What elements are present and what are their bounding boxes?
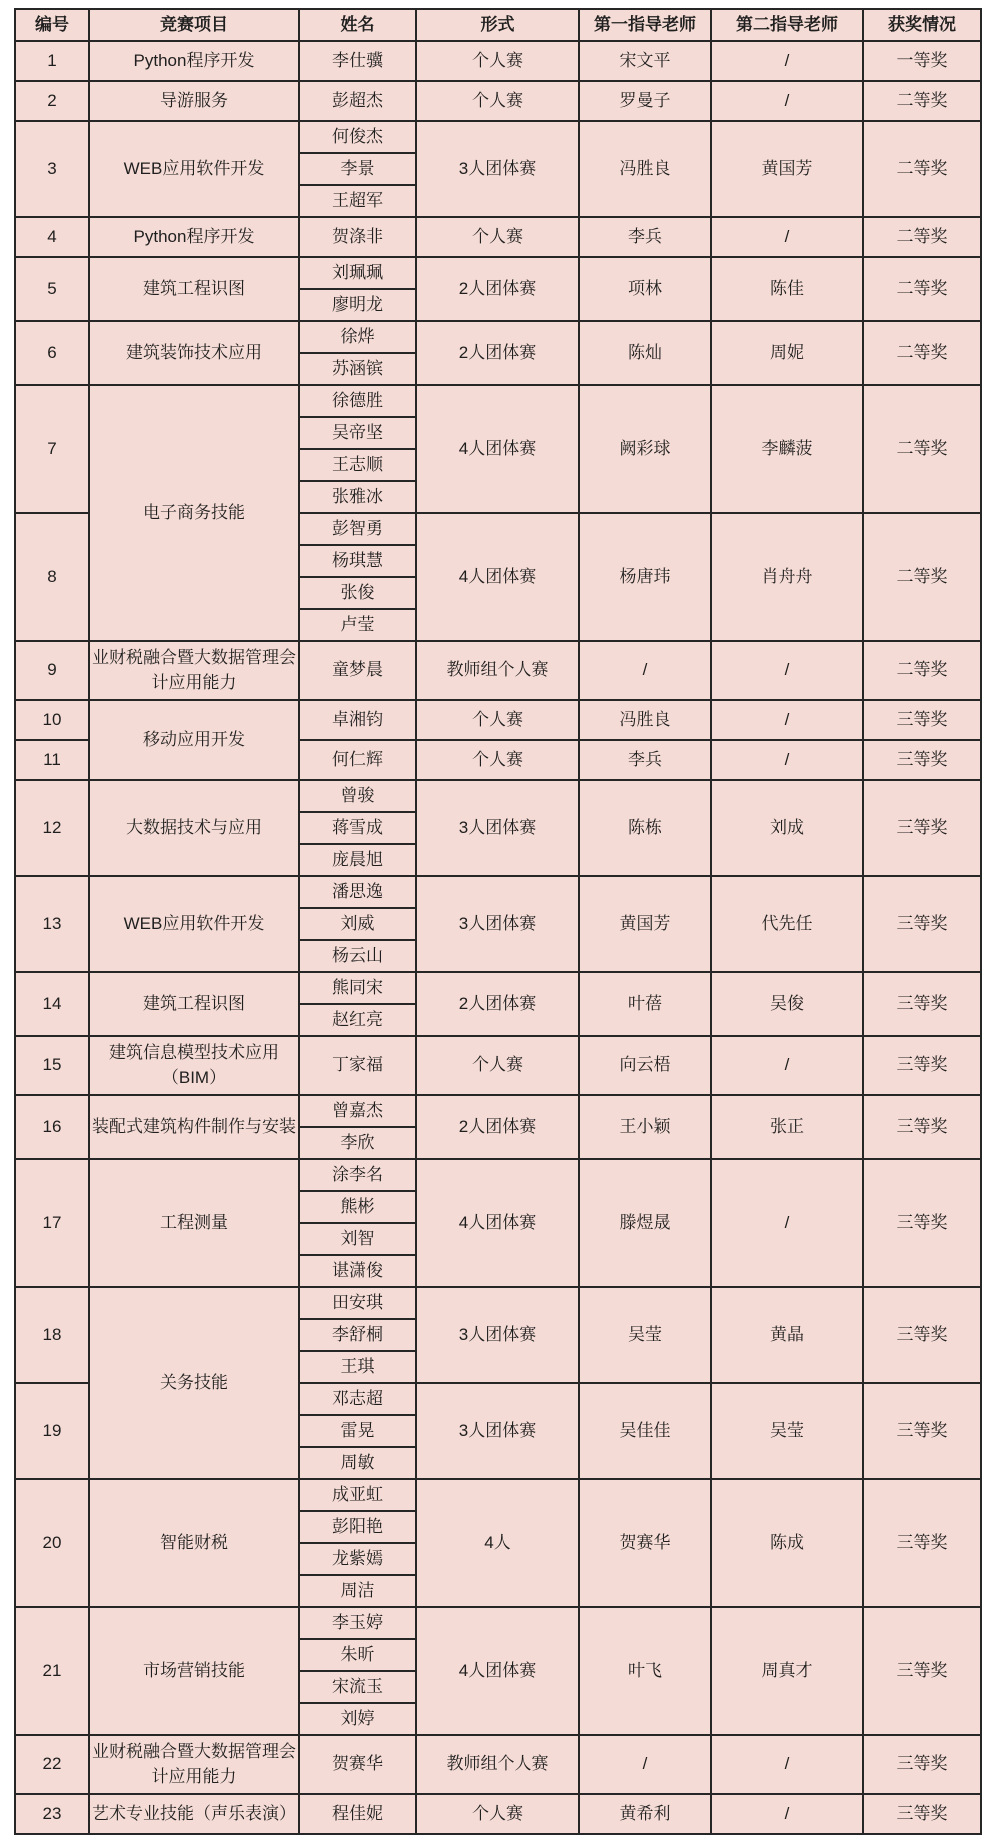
award-cell: 二等奖 xyxy=(863,257,981,321)
row-number-cell: 1 xyxy=(15,41,89,81)
first-advisor-cell: 叶蓓 xyxy=(579,972,711,1036)
row-number-cell: 14 xyxy=(15,972,89,1036)
name-cell: 曾嘉杰 xyxy=(299,1095,416,1127)
project-cell: 建筑装饰技术应用 xyxy=(89,321,299,385)
award-cell: 三等奖 xyxy=(863,1607,981,1735)
table-row xyxy=(15,641,981,700)
row-number-cell: 15 xyxy=(15,1036,89,1095)
row-number-cell: 20 xyxy=(15,1479,89,1607)
first-advisor-cell: 陈灿 xyxy=(579,321,711,385)
table-row xyxy=(15,1287,981,1319)
format-cell: 3人团体赛 xyxy=(416,780,579,876)
name-cell: 吴帝坚 xyxy=(299,417,416,449)
project-cell: 大数据技术与应用 xyxy=(89,780,299,876)
award-cell: 三等奖 xyxy=(863,780,981,876)
second-advisor-cell: 吴莹 xyxy=(711,1383,863,1479)
award-cell: 二等奖 xyxy=(863,513,981,641)
second-advisor-cell: 黄国芳 xyxy=(711,121,863,217)
format-cell: 2人团体赛 xyxy=(416,257,579,321)
table-row xyxy=(15,41,981,81)
format-cell: 2人团体赛 xyxy=(416,321,579,385)
award-cell: 三等奖 xyxy=(863,700,981,740)
first-advisor-cell: 李兵 xyxy=(579,740,711,780)
row-number-cell: 3 xyxy=(15,121,89,217)
row-number-cell: 17 xyxy=(15,1159,89,1287)
name-cell: 丁家福 xyxy=(299,1036,416,1095)
name-cell: 李舒桐 xyxy=(299,1319,416,1351)
name-cell: 熊彬 xyxy=(299,1191,416,1223)
format-cell: 4人团体赛 xyxy=(416,513,579,641)
second-advisor-cell: / xyxy=(711,41,863,81)
row-number-cell: 2 xyxy=(15,81,89,121)
name-cell: 周敏 xyxy=(299,1447,416,1479)
first-advisor-cell: 阙彩球 xyxy=(579,385,711,513)
second-advisor-cell: / xyxy=(711,641,863,700)
first-advisor-cell: / xyxy=(579,641,711,700)
format-cell: 4人 xyxy=(416,1479,579,1607)
format-cell: 3人团体赛 xyxy=(416,1383,579,1479)
project-cell: 业财税融合暨大数据管理会计应用能力 xyxy=(89,1735,299,1794)
project-cell: Python程序开发 xyxy=(89,41,299,81)
project-cell: 艺术专业技能（声乐表演） xyxy=(89,1794,299,1834)
name-cell: 曾骏 xyxy=(299,780,416,812)
format-cell: 2人团体赛 xyxy=(416,1095,579,1159)
second-advisor-cell: 周妮 xyxy=(711,321,863,385)
project-cell: Python程序开发 xyxy=(89,217,299,257)
row-number-cell: 5 xyxy=(15,257,89,321)
first-advisor-cell: 杨唐玮 xyxy=(579,513,711,641)
header-project: 竞赛项目 xyxy=(89,9,299,41)
second-advisor-cell: / xyxy=(711,1159,863,1287)
format-cell: 个人赛 xyxy=(416,700,579,740)
second-advisor-cell: / xyxy=(711,1794,863,1834)
second-advisor-cell: / xyxy=(711,1036,863,1095)
name-cell: 贺赛华 xyxy=(299,1735,416,1794)
project-cell: 业财税融合暨大数据管理会计应用能力 xyxy=(89,641,299,700)
project-cell: 建筑工程识图 xyxy=(89,972,299,1036)
second-advisor-cell: 刘成 xyxy=(711,780,863,876)
second-advisor-cell: 黄晶 xyxy=(711,1287,863,1383)
name-cell: 朱昕 xyxy=(299,1639,416,1671)
row-number-cell: 6 xyxy=(15,321,89,385)
name-cell: 王超军 xyxy=(299,185,416,217)
table-row xyxy=(15,121,981,153)
second-advisor-cell: 周真才 xyxy=(711,1607,863,1735)
award-cell: 三等奖 xyxy=(863,1479,981,1607)
row-number-cell: 4 xyxy=(15,217,89,257)
award-cell: 三等奖 xyxy=(863,1383,981,1479)
name-cell: 邓志超 xyxy=(299,1383,416,1415)
name-cell: 庞晨旭 xyxy=(299,844,416,876)
format-cell: 个人赛 xyxy=(416,81,579,121)
name-cell: 谌潇俊 xyxy=(299,1255,416,1287)
row-number-cell: 10 xyxy=(15,700,89,740)
format-cell: 个人赛 xyxy=(416,41,579,81)
first-advisor-cell: 罗曼子 xyxy=(579,81,711,121)
name-cell: 张雅冰 xyxy=(299,481,416,513)
award-cell: 三等奖 xyxy=(863,1794,981,1834)
name-cell: 蒋雪成 xyxy=(299,812,416,844)
project-cell: 电子商务技能 xyxy=(89,385,299,641)
project-cell: 智能财税 xyxy=(89,1479,299,1607)
first-advisor-cell: / xyxy=(579,1735,711,1794)
table-row xyxy=(15,217,981,257)
header-first-advisor: 第一指导老师 xyxy=(579,9,711,41)
second-advisor-cell: 吴俊 xyxy=(711,972,863,1036)
project-cell: 工程测量 xyxy=(89,1159,299,1287)
name-cell: 何俊杰 xyxy=(299,121,416,153)
name-cell: 张俊 xyxy=(299,577,416,609)
row-number-cell: 23 xyxy=(15,1794,89,1834)
name-cell: 王琪 xyxy=(299,1351,416,1383)
award-cell: 三等奖 xyxy=(863,1036,981,1095)
name-cell: 刘威 xyxy=(299,908,416,940)
format-cell: 个人赛 xyxy=(416,740,579,780)
table-row xyxy=(15,1159,981,1191)
name-cell: 廖明龙 xyxy=(299,289,416,321)
name-cell: 彭智勇 xyxy=(299,513,416,545)
name-cell: 卓湘钧 xyxy=(299,700,416,740)
second-advisor-cell: 张正 xyxy=(711,1095,863,1159)
name-cell: 彭超杰 xyxy=(299,81,416,121)
award-cell: 二等奖 xyxy=(863,321,981,385)
format-cell: 4人团体赛 xyxy=(416,1159,579,1287)
table-row xyxy=(15,321,981,353)
format-cell: 4人团体赛 xyxy=(416,385,579,513)
name-cell: 李欣 xyxy=(299,1127,416,1159)
first-advisor-cell: 项林 xyxy=(579,257,711,321)
project-cell: 市场营销技能 xyxy=(89,1607,299,1735)
table-row xyxy=(15,1036,981,1095)
name-cell: 田安琪 xyxy=(299,1287,416,1319)
first-advisor-cell: 向云梧 xyxy=(579,1036,711,1095)
table-row xyxy=(15,700,981,740)
row-number-cell: 8 xyxy=(15,513,89,641)
first-advisor-cell: 李兵 xyxy=(579,217,711,257)
second-advisor-cell: / xyxy=(711,81,863,121)
name-cell: 龙紫嫣 xyxy=(299,1543,416,1575)
format-cell: 个人赛 xyxy=(416,1036,579,1095)
row-number-cell: 13 xyxy=(15,876,89,972)
name-cell: 李景 xyxy=(299,153,416,185)
award-cell: 二等奖 xyxy=(863,121,981,217)
row-number-cell: 22 xyxy=(15,1735,89,1794)
format-cell: 教师组个人赛 xyxy=(416,641,579,700)
name-cell: 李玉婷 xyxy=(299,1607,416,1639)
row-number-cell: 9 xyxy=(15,641,89,700)
name-cell: 王志顺 xyxy=(299,449,416,481)
row-number-cell: 12 xyxy=(15,780,89,876)
award-cell: 一等奖 xyxy=(863,41,981,81)
row-number-cell: 19 xyxy=(15,1383,89,1479)
format-cell: 2人团体赛 xyxy=(416,972,579,1036)
header-second-advisor: 第二指导老师 xyxy=(711,9,863,41)
name-cell: 徐德胜 xyxy=(299,385,416,417)
name-cell: 雷晃 xyxy=(299,1415,416,1447)
format-cell: 3人团体赛 xyxy=(416,1287,579,1383)
award-cell: 二等奖 xyxy=(863,81,981,121)
second-advisor-cell: 陈佳 xyxy=(711,257,863,321)
project-cell: 装配式建筑构件制作与安装 xyxy=(89,1095,299,1159)
name-cell: 涂李名 xyxy=(299,1159,416,1191)
second-advisor-cell: 李麟菠 xyxy=(711,385,863,513)
award-cell: 二等奖 xyxy=(863,217,981,257)
table-row xyxy=(15,81,981,121)
awards-table xyxy=(14,8,982,1835)
name-cell: 刘婷 xyxy=(299,1703,416,1735)
award-cell: 三等奖 xyxy=(863,1095,981,1159)
award-cell: 三等奖 xyxy=(863,1735,981,1794)
name-cell: 卢莹 xyxy=(299,609,416,641)
first-advisor-cell: 吴莹 xyxy=(579,1287,711,1383)
name-cell: 成亚虹 xyxy=(299,1479,416,1511)
first-advisor-cell: 吴佳佳 xyxy=(579,1383,711,1479)
name-cell: 周洁 xyxy=(299,1575,416,1607)
table-row xyxy=(15,1479,981,1511)
name-cell: 童梦晨 xyxy=(299,641,416,700)
format-cell: 3人团体赛 xyxy=(416,876,579,972)
project-cell: WEB应用软件开发 xyxy=(89,876,299,972)
project-cell: 建筑工程识图 xyxy=(89,257,299,321)
award-cell: 二等奖 xyxy=(863,641,981,700)
header-name: 姓名 xyxy=(299,9,416,41)
table-row xyxy=(15,257,981,289)
name-cell: 刘珮珮 xyxy=(299,257,416,289)
table-row xyxy=(15,780,981,812)
first-advisor-cell: 贺赛华 xyxy=(579,1479,711,1607)
award-cell: 二等奖 xyxy=(863,385,981,513)
first-advisor-cell: 滕煜晟 xyxy=(579,1159,711,1287)
first-advisor-cell: 黄国芳 xyxy=(579,876,711,972)
name-cell: 熊同宋 xyxy=(299,972,416,1004)
name-cell: 赵红亮 xyxy=(299,1004,416,1036)
second-advisor-cell: 陈成 xyxy=(711,1479,863,1607)
project-cell: WEB应用软件开发 xyxy=(89,121,299,217)
name-cell: 李仕骥 xyxy=(299,41,416,81)
row-number-cell: 16 xyxy=(15,1095,89,1159)
first-advisor-cell: 黄希利 xyxy=(579,1794,711,1834)
name-cell: 何仁辉 xyxy=(299,740,416,780)
award-cell: 三等奖 xyxy=(863,1287,981,1383)
second-advisor-cell: / xyxy=(711,700,863,740)
first-advisor-cell: 宋文平 xyxy=(579,41,711,81)
award-cell: 三等奖 xyxy=(863,876,981,972)
row-number-cell: 7 xyxy=(15,385,89,513)
second-advisor-cell: 肖舟舟 xyxy=(711,513,863,641)
award-cell: 三等奖 xyxy=(863,740,981,780)
header-number: 编号 xyxy=(15,9,89,41)
row-number-cell: 21 xyxy=(15,1607,89,1735)
format-cell: 4人团体赛 xyxy=(416,1607,579,1735)
second-advisor-cell: / xyxy=(711,740,863,780)
row-number-cell: 18 xyxy=(15,1287,89,1383)
project-cell: 建筑信息模型技术应用（BIM） xyxy=(89,1036,299,1095)
name-cell: 杨云山 xyxy=(299,940,416,972)
project-cell: 导游服务 xyxy=(89,81,299,121)
table-row xyxy=(15,1095,981,1127)
name-cell: 程佳妮 xyxy=(299,1794,416,1834)
name-cell: 刘智 xyxy=(299,1223,416,1255)
format-cell: 个人赛 xyxy=(416,1794,579,1834)
header-award: 获奖情况 xyxy=(863,9,981,41)
award-cell: 三等奖 xyxy=(863,1159,981,1287)
name-cell: 杨琪慧 xyxy=(299,545,416,577)
name-cell: 贺涤非 xyxy=(299,217,416,257)
table-row xyxy=(15,385,981,417)
table-row xyxy=(15,1735,981,1794)
header-row xyxy=(15,9,981,41)
awards-table-body xyxy=(15,41,981,1834)
table-row xyxy=(15,1607,981,1639)
table-row xyxy=(15,972,981,1004)
table-row xyxy=(15,876,981,908)
header-format: 形式 xyxy=(416,9,579,41)
format-cell: 个人赛 xyxy=(416,217,579,257)
name-cell: 宋流玉 xyxy=(299,1671,416,1703)
project-cell: 移动应用开发 xyxy=(89,700,299,780)
first-advisor-cell: 陈栋 xyxy=(579,780,711,876)
first-advisor-cell: 冯胜良 xyxy=(579,121,711,217)
row-number-cell: 11 xyxy=(15,740,89,780)
name-cell: 苏涵镔 xyxy=(299,353,416,385)
format-cell: 3人团体赛 xyxy=(416,121,579,217)
second-advisor-cell: / xyxy=(711,1735,863,1794)
format-cell: 教师组个人赛 xyxy=(416,1735,579,1794)
table-row xyxy=(15,1794,981,1834)
award-cell: 三等奖 xyxy=(863,972,981,1036)
first-advisor-cell: 冯胜良 xyxy=(579,700,711,740)
name-cell: 彭阳艳 xyxy=(299,1511,416,1543)
second-advisor-cell: / xyxy=(711,217,863,257)
first-advisor-cell: 叶飞 xyxy=(579,1607,711,1735)
first-advisor-cell: 王小颖 xyxy=(579,1095,711,1159)
second-advisor-cell: 代先任 xyxy=(711,876,863,972)
name-cell: 徐烨 xyxy=(299,321,416,353)
name-cell: 潘思逸 xyxy=(299,876,416,908)
project-cell: 关务技能 xyxy=(89,1287,299,1479)
